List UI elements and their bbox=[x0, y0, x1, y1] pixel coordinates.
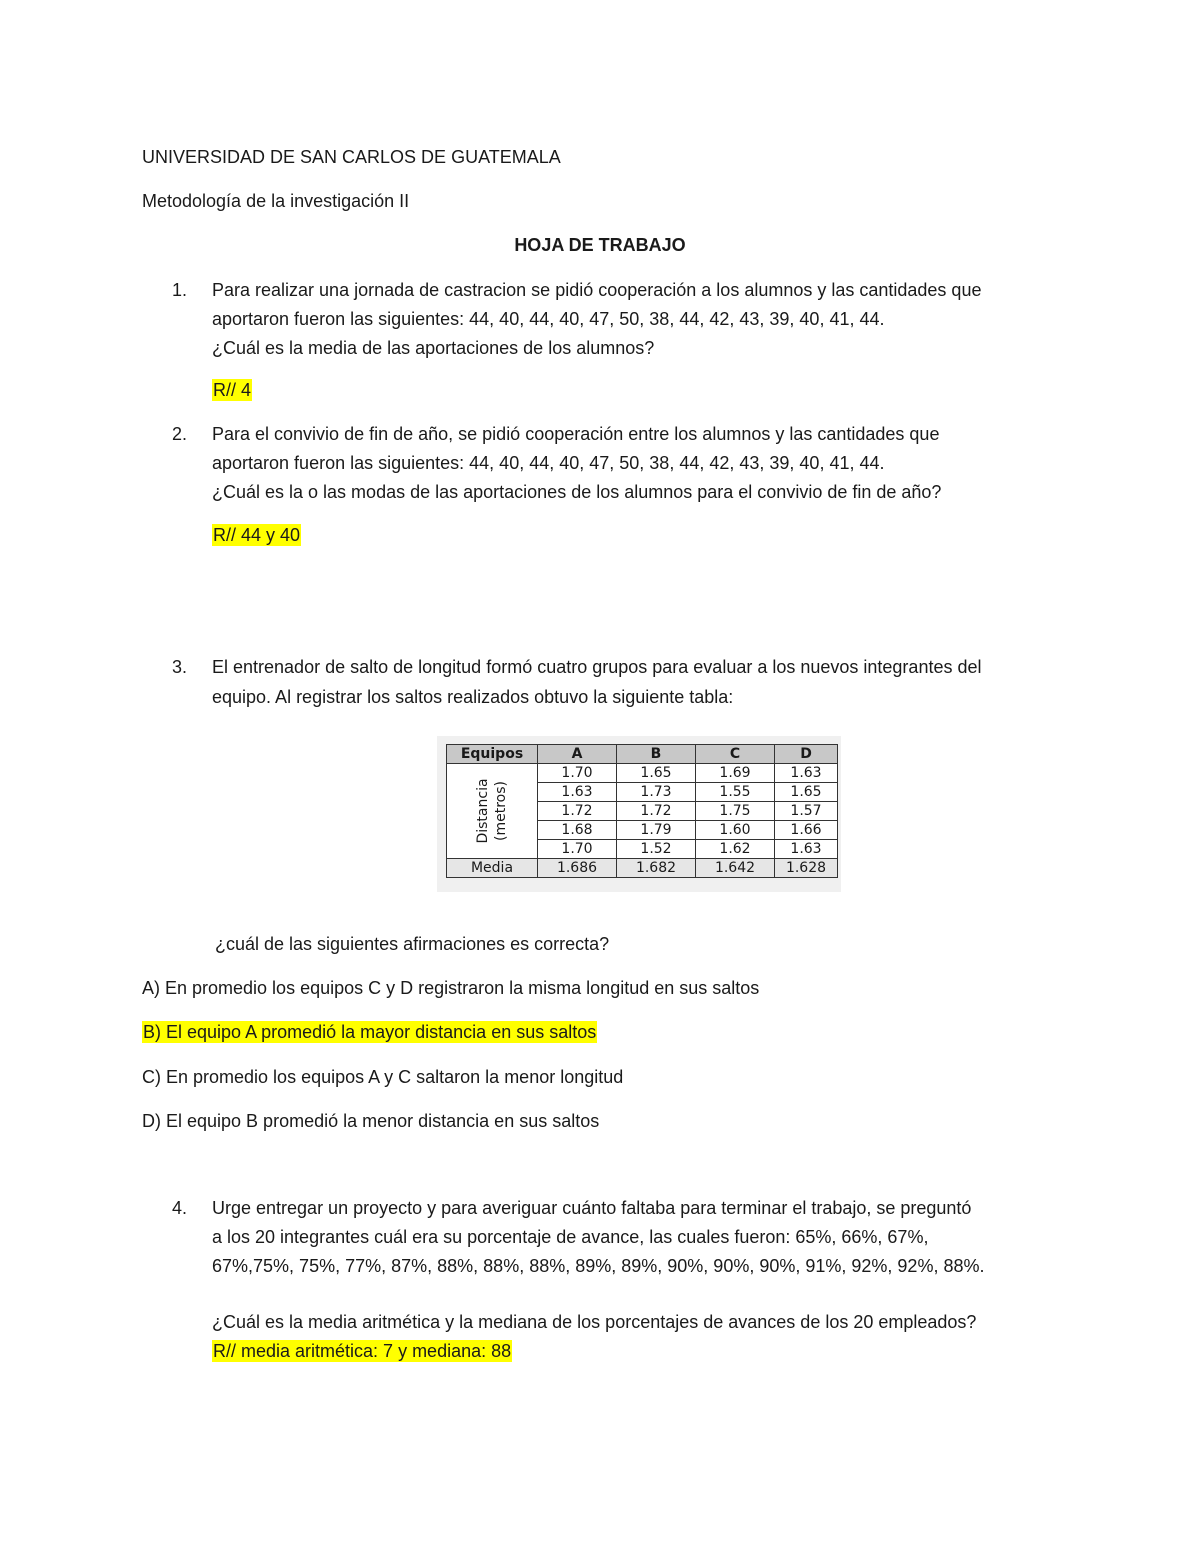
table-cell: 1.72 bbox=[617, 802, 696, 821]
table-row bbox=[447, 764, 838, 783]
page-title: HOJA DE TRABAJO bbox=[514, 235, 686, 255]
table-cell: 1.73 bbox=[617, 783, 696, 802]
table-header-cell: C bbox=[696, 745, 775, 764]
table-cell: 1.68 bbox=[538, 821, 617, 840]
jump-table-frame bbox=[437, 736, 841, 892]
table-cell: 1.72 bbox=[538, 802, 617, 821]
course-name: Metodología de la investigación II bbox=[142, 191, 410, 211]
q2-line-2: aportaron fueron las siguientes: 44, 40, 44, 40, 47, 50, 38, 44, 42, 43, 39, 40, 41, 44. bbox=[212, 453, 885, 473]
table-media-row bbox=[447, 859, 838, 878]
jump-table bbox=[446, 744, 838, 878]
table-cell: 1.69 bbox=[696, 764, 775, 783]
q4-line-2: a los 20 integrantes cuál era su porcentaje de avance, las cuales fueron: 65%, 66%, 67%, bbox=[212, 1227, 929, 1247]
media-cell: 1.628 bbox=[775, 859, 838, 878]
table-header-cell: D bbox=[775, 745, 838, 764]
q4-line-3: 67%,75%, 75%, 77%, 87%, 88%, 88%, 88%, 89%, 89%, 90%, 90%, 90%, 91%, 92%, 92%, 88%. bbox=[212, 1256, 985, 1276]
q1-line-3: ¿Cuál es la media de las aportaciones de los alumnos? bbox=[212, 338, 655, 358]
q4-line-4: ¿Cuál es la media aritmética y la mediana de los porcentajes de avances de los 20 empleados? bbox=[212, 1312, 977, 1332]
table-cell: 1.70 bbox=[538, 840, 617, 859]
media-cell: 1.642 bbox=[696, 859, 775, 878]
q1-answer: R// 4 bbox=[213, 380, 252, 400]
q4-line-1: Urge entregar un proyecto y para averiguar cuánto faltaba para terminar el trabajo, se preguntó bbox=[212, 1198, 972, 1218]
q2-line-1: Para el convivio de fin de año, se pidió cooperación entre los alumnos y las cantidades que bbox=[212, 424, 940, 444]
table-cell: 1.65 bbox=[775, 783, 838, 802]
q3-option-b: B) El equipo A promedió la mayor distancia en sus saltos bbox=[143, 1022, 597, 1042]
media-cell: 1.682 bbox=[617, 859, 696, 878]
table-cell: 1.63 bbox=[538, 783, 617, 802]
q2-line-3: ¿Cuál es la o las modas de las aportaciones de los alumnos para el convivio de fin de año? bbox=[212, 482, 942, 502]
table-header-cell: A bbox=[538, 745, 617, 764]
table-cell: 1.65 bbox=[617, 764, 696, 783]
table-cell: 1.63 bbox=[775, 764, 838, 783]
row-label bbox=[474, 778, 510, 843]
table-cell: 1.57 bbox=[775, 802, 838, 821]
table-cell: 1.55 bbox=[696, 783, 775, 802]
q4-answer: R// media aritmética: 7 y mediana: 88 bbox=[213, 1341, 512, 1361]
row-label-cell bbox=[447, 764, 538, 859]
q3-option-a: A) En promedio los equipos C y D registraron la misma longitud en sus saltos bbox=[142, 978, 760, 998]
q1-line-1: Para realizar una jornada de castracion se pidió cooperación a los alumnos y las cantidades que bbox=[212, 280, 982, 300]
table-cell: 1.70 bbox=[538, 764, 617, 783]
media-cell: 1.686 bbox=[538, 859, 617, 878]
q1-line-2: aportaron fueron las siguientes: 44, 40, 44, 40, 47, 50, 38, 44, 42, 43, 39, 40, 41, 44. bbox=[212, 309, 885, 329]
table-cell: 1.75 bbox=[696, 802, 775, 821]
table-cell: 1.66 bbox=[775, 821, 838, 840]
q2-answer: R// 44 y 40 bbox=[213, 525, 301, 545]
table-cell: 1.52 bbox=[617, 840, 696, 859]
q3-number: 3. bbox=[172, 657, 188, 677]
row-label-metros: (metros) bbox=[493, 781, 509, 841]
q3-line-1: El entrenador de salto de longitud formó cuatro grupos para evaluar a los nuevos integrantes del bbox=[212, 657, 982, 677]
q3-option-d: D) El equipo B promedió la menor distancia en sus saltos bbox=[142, 1111, 600, 1131]
q1-number: 1. bbox=[172, 280, 188, 300]
table-cell: 1.60 bbox=[696, 821, 775, 840]
row-label-distancia: Distancia bbox=[475, 778, 491, 844]
university-name: UNIVERSIDAD DE SAN CARLOS DE GUATEMALA bbox=[142, 147, 561, 167]
q3-line-2: equipo. Al registrar los saltos realizados obtuvo la siguiente tabla: bbox=[212, 687, 734, 707]
table-header-row bbox=[447, 745, 838, 764]
table-cell: 1.79 bbox=[617, 821, 696, 840]
q2-number: 2. bbox=[172, 424, 188, 444]
table-cell: 1.62 bbox=[696, 840, 775, 859]
q3-question: ¿cuál de las siguientes afirmaciones es correcta? bbox=[215, 934, 610, 954]
table-header-cell: Equipos bbox=[447, 745, 538, 764]
q3-option-c: C) En promedio los equipos A y C saltaron la menor longitud bbox=[142, 1067, 624, 1087]
table-header-cell: B bbox=[617, 745, 696, 764]
media-label: Media bbox=[447, 859, 538, 878]
table-cell: 1.63 bbox=[775, 840, 838, 859]
q4-number: 4. bbox=[172, 1198, 188, 1218]
